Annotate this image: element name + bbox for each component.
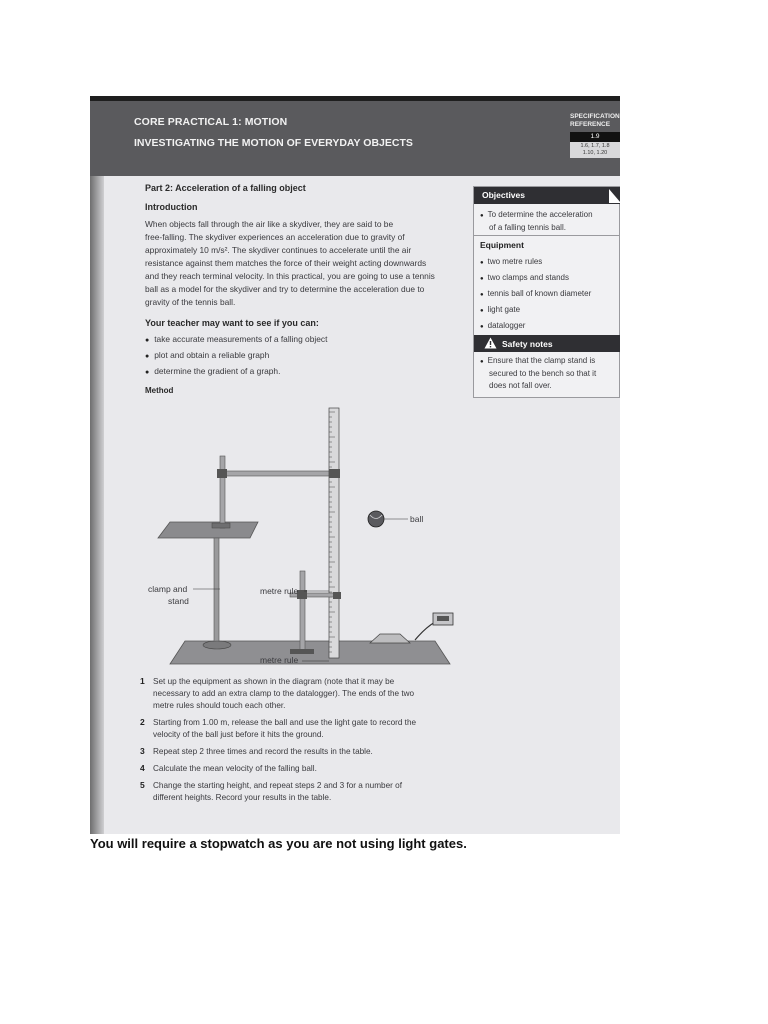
page-caption: You will require a stopwatch as you are not using light gates. [90, 836, 467, 851]
bench-leg [214, 538, 219, 646]
objectives-heading-text: Objectives [482, 190, 525, 200]
rule-clamp-upper [329, 469, 340, 478]
metre-rule [329, 408, 339, 658]
step-text [153, 676, 473, 712]
safety-line3: does not fall over. [489, 381, 552, 390]
clamp-stand-base-plate [158, 522, 258, 538]
spec-number: 1.9 [570, 132, 620, 142]
equipment-item-text: datalogger [487, 321, 526, 330]
clamp-boss-lower [297, 590, 307, 599]
label-metre-rule-top: metre rule [260, 586, 299, 596]
spec-refs-line2: 1.10, 1.20 [582, 150, 608, 156]
teacher-item: ● determine the gradient of a graph. [145, 366, 280, 376]
step-line: Starting from 1.00 m, release the ball and use the light gate to record the [153, 718, 417, 727]
scanned-page [90, 96, 620, 834]
safety-heading-text: Safety notes [502, 339, 553, 349]
equipment-item: ● two clamps and stands [480, 273, 569, 282]
step-line: Set up the equipment as shown in the diagram (note that it may be [153, 677, 395, 686]
step-line: velocity of the ball just before it hits the ground. [153, 730, 324, 739]
step-line: necessary to add an extra clamp to the datalogger). The ends of the two [153, 689, 415, 698]
method-heading: Method [145, 386, 174, 395]
warning-icon [484, 337, 497, 349]
header-title-line1: CORE PRACTICAL 1: MOTION [134, 116, 288, 128]
label-ball: ball [410, 514, 424, 524]
intro-text [145, 218, 470, 309]
equipment-heading: Equipment [480, 240, 524, 250]
safety-line2: secured to the bench so that it [489, 369, 597, 378]
step-text [153, 746, 473, 758]
step-line: Calculate the mean velocity of the falling ball. [153, 764, 317, 773]
intro-line: approximately 10 m/s². The skydiver continues to accelerate until the air [145, 245, 412, 255]
equipment-item: ● tennis ball of known diameter [480, 289, 592, 298]
spec-refs-line1: 1.6, 1.7, 1.8 [580, 143, 610, 149]
clamp-arm-upper [220, 471, 335, 476]
objectives-line1: To determine the acceleration [487, 210, 593, 219]
step-text [153, 780, 473, 804]
step-text [153, 717, 473, 741]
intro-line: When objects fall through the air like a skydiver, they are said to be [145, 219, 394, 229]
sidebar-panel [473, 186, 620, 398]
page-header [90, 96, 620, 176]
clamp-stand-rod [220, 456, 225, 528]
equipment-item-text: two metre rules [487, 257, 543, 266]
step-number: 4 [140, 763, 145, 773]
label-clamp-stand-2: stand [168, 596, 189, 606]
intro-line: resistance against them matches the force of their weight acting downwards [145, 258, 427, 268]
bench-foot [203, 641, 231, 649]
intro-line: free-falling. The skydiver experiences an acceleration due to gravity of [145, 232, 405, 242]
equipment-item-text: two clamps and stands [487, 273, 569, 282]
rule-clamp-lower [333, 592, 341, 599]
label-clamp-stand: clamp and [148, 584, 188, 594]
safety-item: ● Ensure that the clamp stand is secured to the bench so that it does not fall over. [480, 356, 597, 390]
spec-reference-box [570, 113, 620, 175]
step-number: 2 [140, 717, 145, 727]
apparatus-diagram [90, 396, 620, 681]
label-metre-rule-lower: metre rule [260, 655, 299, 665]
clamp-stand-foot-lower [290, 649, 314, 654]
equipment-item: ● datalogger [480, 321, 526, 330]
safety-line1: Ensure that the clamp stand is [487, 356, 596, 365]
objectives-item: ● To determine the acceleration of a falling tennis ball. [480, 210, 593, 232]
teacher-item: ● take accurate measurements of a falling object [145, 334, 327, 344]
intro-line: and they reach terminal velocity. In this practical, you are going to use a tennis [145, 271, 435, 281]
step-number: 3 [140, 746, 145, 756]
step-text [153, 763, 473, 775]
equipment-item: ● light gate [480, 305, 521, 314]
objectives-heading [474, 187, 620, 204]
part-title: Part 2: Acceleration of a falling object [145, 183, 306, 193]
tennis-ball [368, 511, 384, 527]
clamp-stand-foot [212, 523, 230, 528]
equipment-item-text: light gate [487, 305, 521, 314]
step-line: metre rules should touch each other. [153, 701, 286, 710]
datalogger-cable [415, 622, 435, 640]
step-line: Repeat step 2 three times and record the results in the table. [153, 747, 373, 756]
spec-label-line2: REFERENCE [570, 121, 611, 128]
safety-heading [474, 335, 620, 352]
objectives-line2: of a falling tennis ball. [489, 223, 566, 232]
intro-heading: Introduction [145, 202, 198, 212]
teacher-heading: Your teacher may want to see if you can: [145, 318, 319, 328]
step-number: 1 [140, 676, 145, 686]
clamp-boss-upper [217, 469, 227, 478]
intro-line: gravity of the tennis ball. [145, 297, 236, 307]
corner-triangle-icon [607, 187, 620, 204]
teacher-item: ● plot and obtain a reliable graph [145, 350, 269, 360]
intro-line: ball as a model for the skydiver and try to determine the acceleration due to [145, 284, 425, 294]
spec-label-line1: SPECIFICATION [570, 113, 620, 120]
clamp-stand-rod-lower [300, 571, 305, 651]
equipment-item-text: tennis ball of known diameter [487, 289, 592, 298]
step-line: Change the starting height, and repeat steps 2 and 3 for a number of [153, 781, 402, 790]
step-number: 5 [140, 780, 145, 790]
header-title-line2: INVESTIGATING THE MOTION OF EVERYDAY OBJECTS [134, 137, 413, 149]
step-line: different heights. Record your results in the table. [153, 793, 332, 802]
light-gate [370, 634, 410, 643]
equipment-item: ● two metre rules [480, 257, 543, 266]
